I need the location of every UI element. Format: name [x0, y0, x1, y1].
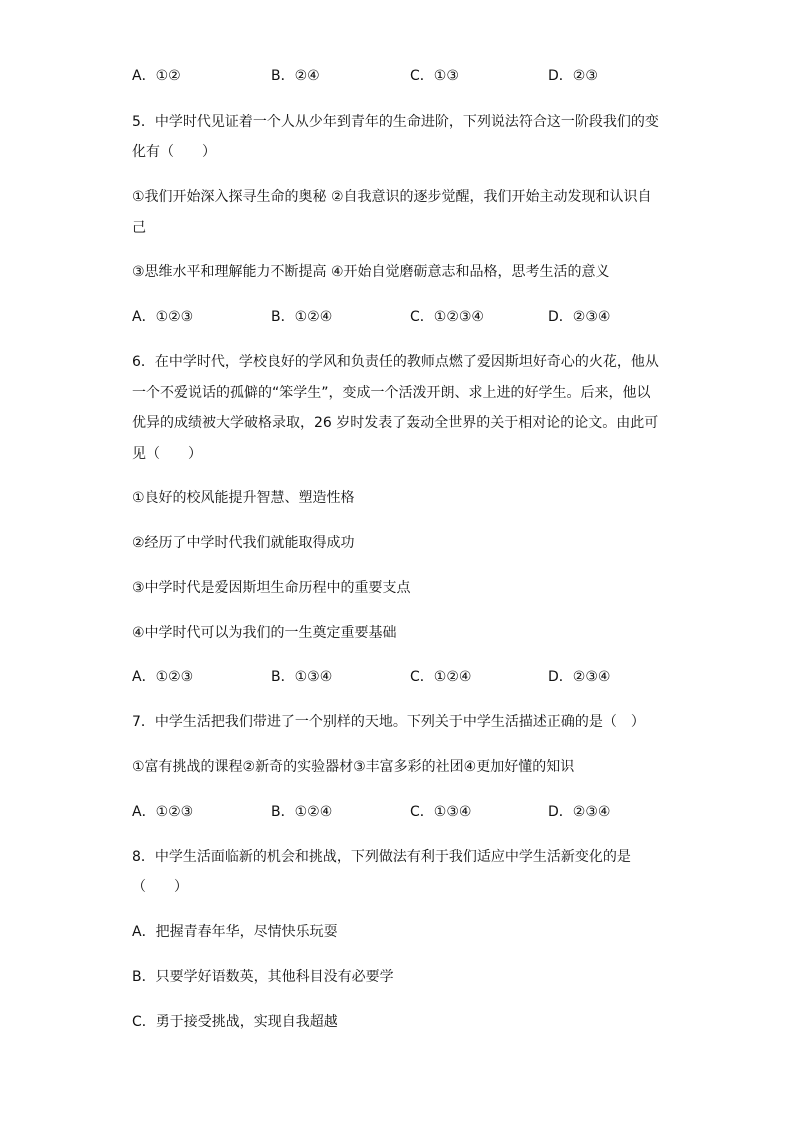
- q7-option-a: A．①②③: [132, 804, 194, 820]
- q7-items: ①富有挑战的课程②新奇的实验器材③丰富多彩的社团④更加好懂的知识: [132, 759, 575, 775]
- q6-item-4: ④中学时代可以为我们的一生奠定重要基础: [132, 625, 397, 641]
- q4-options: [132, 66, 672, 86]
- q6-item-1: ①良好的校风能提升智慧、塑造性格: [132, 490, 355, 506]
- q6-option-d: D．②③④: [548, 669, 611, 685]
- q6-stem-line-1: 6．在中学时代，学校良好的学风和负责任的教师点燃了爱因斯坦好奇心的火花，他从: [132, 354, 659, 370]
- q5-stem-line-2: 化有（ ）: [132, 144, 216, 160]
- q6-options: [132, 667, 672, 687]
- q8-option-c: C．勇于接受挑战，实现自我超越: [132, 1014, 338, 1030]
- q6-stem-line-4: 见（ ）: [132, 446, 202, 462]
- q6-option-c: C．①②④: [410, 669, 472, 685]
- q8-option-a: A．把握青春年华，尽情快乐玩耍: [132, 924, 338, 940]
- q5-option-b: B．①②④: [271, 309, 333, 325]
- q7-option-d: D．②③④: [548, 804, 611, 820]
- q6-item-3: ③中学时代是爱因斯坦生命历程中的重要支点: [132, 580, 411, 596]
- q6-option-a: A．①②③: [132, 669, 194, 685]
- q4-option-d: D．②③: [548, 68, 598, 84]
- q5-item-line-2: 己: [132, 220, 146, 236]
- q4-option-b: B．②④: [271, 68, 320, 84]
- q5-stem-line-1: 5．中学时代见证着一个人从少年到青年的生命进阶，下列说法符合这一阶段我们的变: [132, 114, 659, 130]
- q4-option-a: A．①②: [132, 68, 181, 84]
- q5-option-d: D．②③④: [548, 309, 611, 325]
- q4-option-c: C．①③: [410, 68, 459, 84]
- q6-stem-line-2: 一个不爱说话的孤僻的“笨学生”，变成一个活泼开朗、求上进的好学生。后来，他以: [132, 385, 651, 401]
- q7-option-b: B．①②④: [271, 804, 333, 820]
- q5-item-line-3: ③思维水平和理解能力不断提高 ④开始自觉磨砺意志和品格，思考生活的意义: [132, 264, 610, 280]
- q8-option-b: B．只要学好语数英，其他科目没有必要学: [132, 969, 394, 985]
- q6-item-2: ②经历了中学时代我们就能取得成功: [132, 535, 355, 551]
- q7-option-c: C．①③④: [410, 804, 472, 820]
- q5-item-line-1: ①我们开始深入探寻生命的奥秘 ②自我意识的逐步觉醒，我们开始主动发现和认识自: [132, 189, 652, 205]
- q5-option-a: A．①②③: [132, 309, 194, 325]
- q7-options: [132, 802, 672, 822]
- q6-stem-line-3: 优异的成绩被大学破格录取，26 岁时发表了轰动全世界的关于相对论的论文。由此可: [132, 415, 659, 431]
- q8-stem-line-1: 8．中学生活面临新的机会和挑战，下列做法有利于我们适应中学生活新变化的是: [132, 849, 631, 865]
- q5-options: [132, 307, 672, 327]
- q5-option-c: C．①②③④: [410, 309, 484, 325]
- q7-stem: 7．中学生活把我们带进了一个别样的天地。下列关于中学生活描述正确的是（ ）: [132, 714, 645, 730]
- q6-option-b: B．①③④: [271, 669, 333, 685]
- q8-stem-line-2: （ ）: [132, 879, 188, 895]
